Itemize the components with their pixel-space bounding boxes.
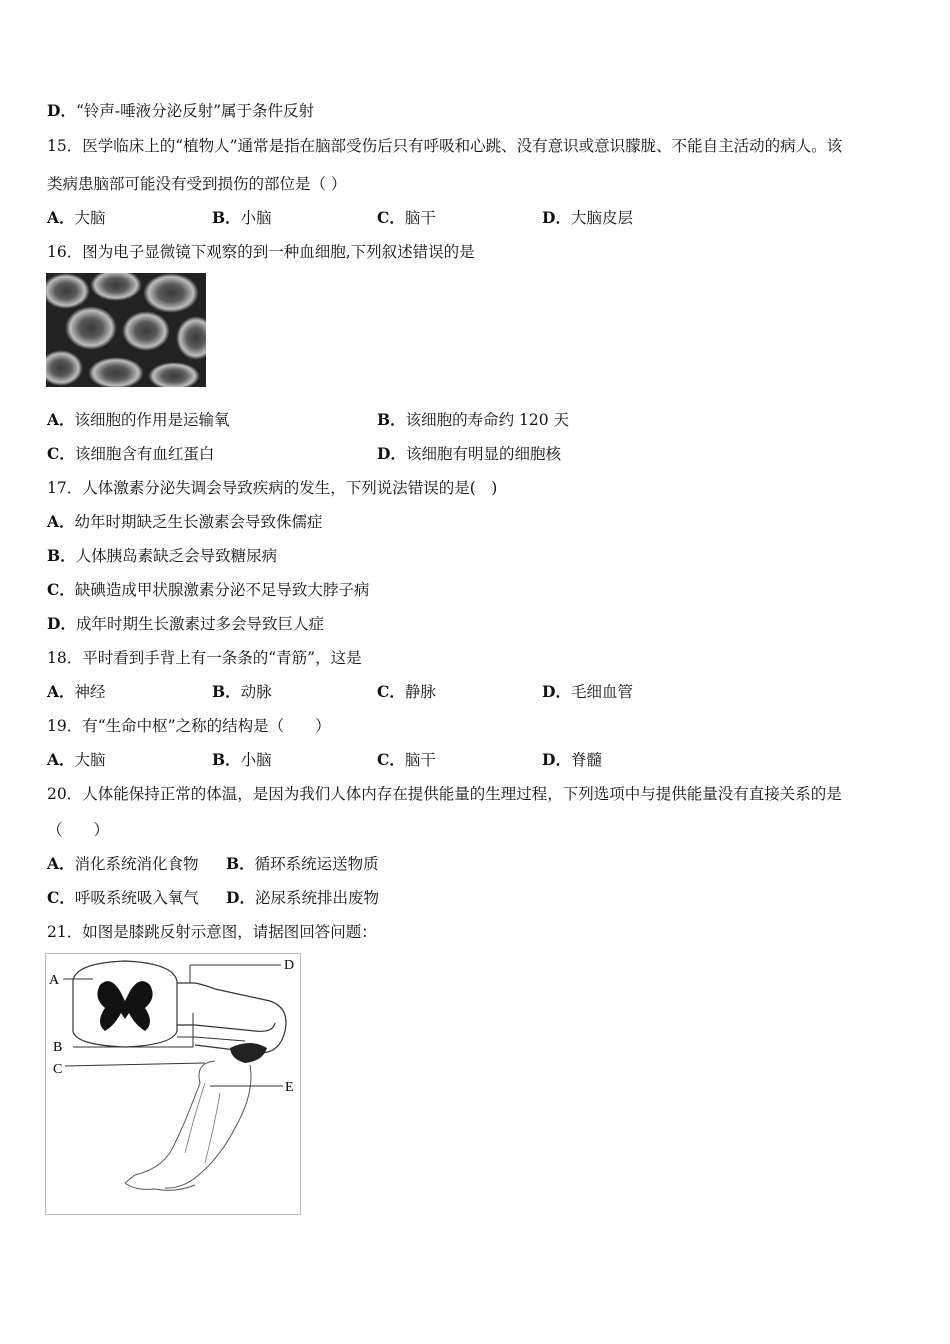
q19-option-a: A．大脑 — [47, 750, 106, 769]
q19-stem: 19．有“生命中枢”之称的结构是（ ） — [47, 717, 331, 735]
knee-jerk-reflex-diagram — [45, 953, 301, 1215]
q15-stem-line1: 15．医学临床上的“植物人”通常是指在脑部受伤后只有呼吸和心跳、没有意识或意识朦胧、不能自主活动的病人。该 — [47, 137, 843, 155]
label-c: C — [53, 1062, 63, 1077]
label-a: A — [49, 973, 60, 988]
q19-option-b: B．小脑 — [212, 750, 272, 769]
q15-option-a: A．大脑 — [47, 208, 106, 227]
q15-option-d: D．大脑皮层 — [542, 208, 633, 227]
label-e: E — [285, 1080, 294, 1095]
q16-option-b: B．该细胞的寿命约 120 天 — [377, 410, 570, 429]
q16-option-a: A．该细胞的作用是运输氧 — [47, 410, 230, 429]
q17-stem: 17．人体激素分泌失调会导致疾病的发生，下列说法错误的是( ) — [47, 479, 498, 497]
q19-option-c: C．脑干 — [377, 750, 436, 769]
label-b: B — [53, 1040, 63, 1055]
q20-option-d: D．泌尿系统排出废物 — [226, 888, 379, 907]
q16-option-c: C．该细胞含有血红蛋白 — [47, 444, 215, 463]
rbc-image — [46, 273, 206, 387]
q21-stem: 21．如图是膝跳反射示意图，请据图回答问题： — [47, 923, 377, 941]
q18-option-c: C．静脉 — [377, 682, 436, 701]
q17-option-b: B．人体胰岛素缺乏会导致糖尿病 — [47, 546, 278, 565]
q20-stem-line2: （ ） — [47, 821, 110, 839]
q19-option-d: D．脊髓 — [542, 750, 602, 769]
q20-stem-line1: 20．人体能保持正常的体温，是因为我们人体内存在提供能量的生理过程，下列选项中与提供能量没有直接关系的是 — [47, 785, 842, 803]
q17-option-c: C．缺碘造成甲状腺激素分泌不足导致大脖子病 — [47, 580, 370, 599]
q20-option-a: A．消化系统消化食物 — [47, 854, 199, 873]
q15-option-b: B．小脑 — [212, 208, 272, 227]
q15-stem-line2: 类病患脑部可能没有受到损伤的部位是（ ） — [47, 175, 347, 193]
q14-option-d: D．“铃声-唾液分泌反射”属于条件反射 — [47, 101, 315, 120]
q17-option-a: A．幼年时期缺乏生长激素会导致侏儒症 — [47, 512, 323, 531]
q18-stem: 18．平时看到手背上有一条条的“青筋”，这是 — [47, 649, 362, 667]
label-d: D — [284, 958, 295, 973]
q16-option-d: D．该细胞有明显的细胞核 — [377, 444, 561, 463]
red-blood-cell-micrograph — [46, 273, 206, 387]
q18-option-d: D．毛细血管 — [542, 682, 633, 701]
q17-option-d: D．成年时期生长激素过多会导致巨人症 — [47, 614, 324, 633]
q16-stem: 16．图为电子显微镜下观察的到一种血细胞,下列叙述错误的是 — [47, 243, 475, 261]
q18-option-a: A．神经 — [47, 682, 106, 701]
q18-option-b: B．动脉 — [212, 682, 272, 701]
q15-option-c: C．脑干 — [377, 208, 436, 227]
q20-option-b: B．循环系统运送物质 — [226, 854, 379, 873]
q20-option-c: C．呼吸系统吸入氧气 — [47, 888, 199, 907]
